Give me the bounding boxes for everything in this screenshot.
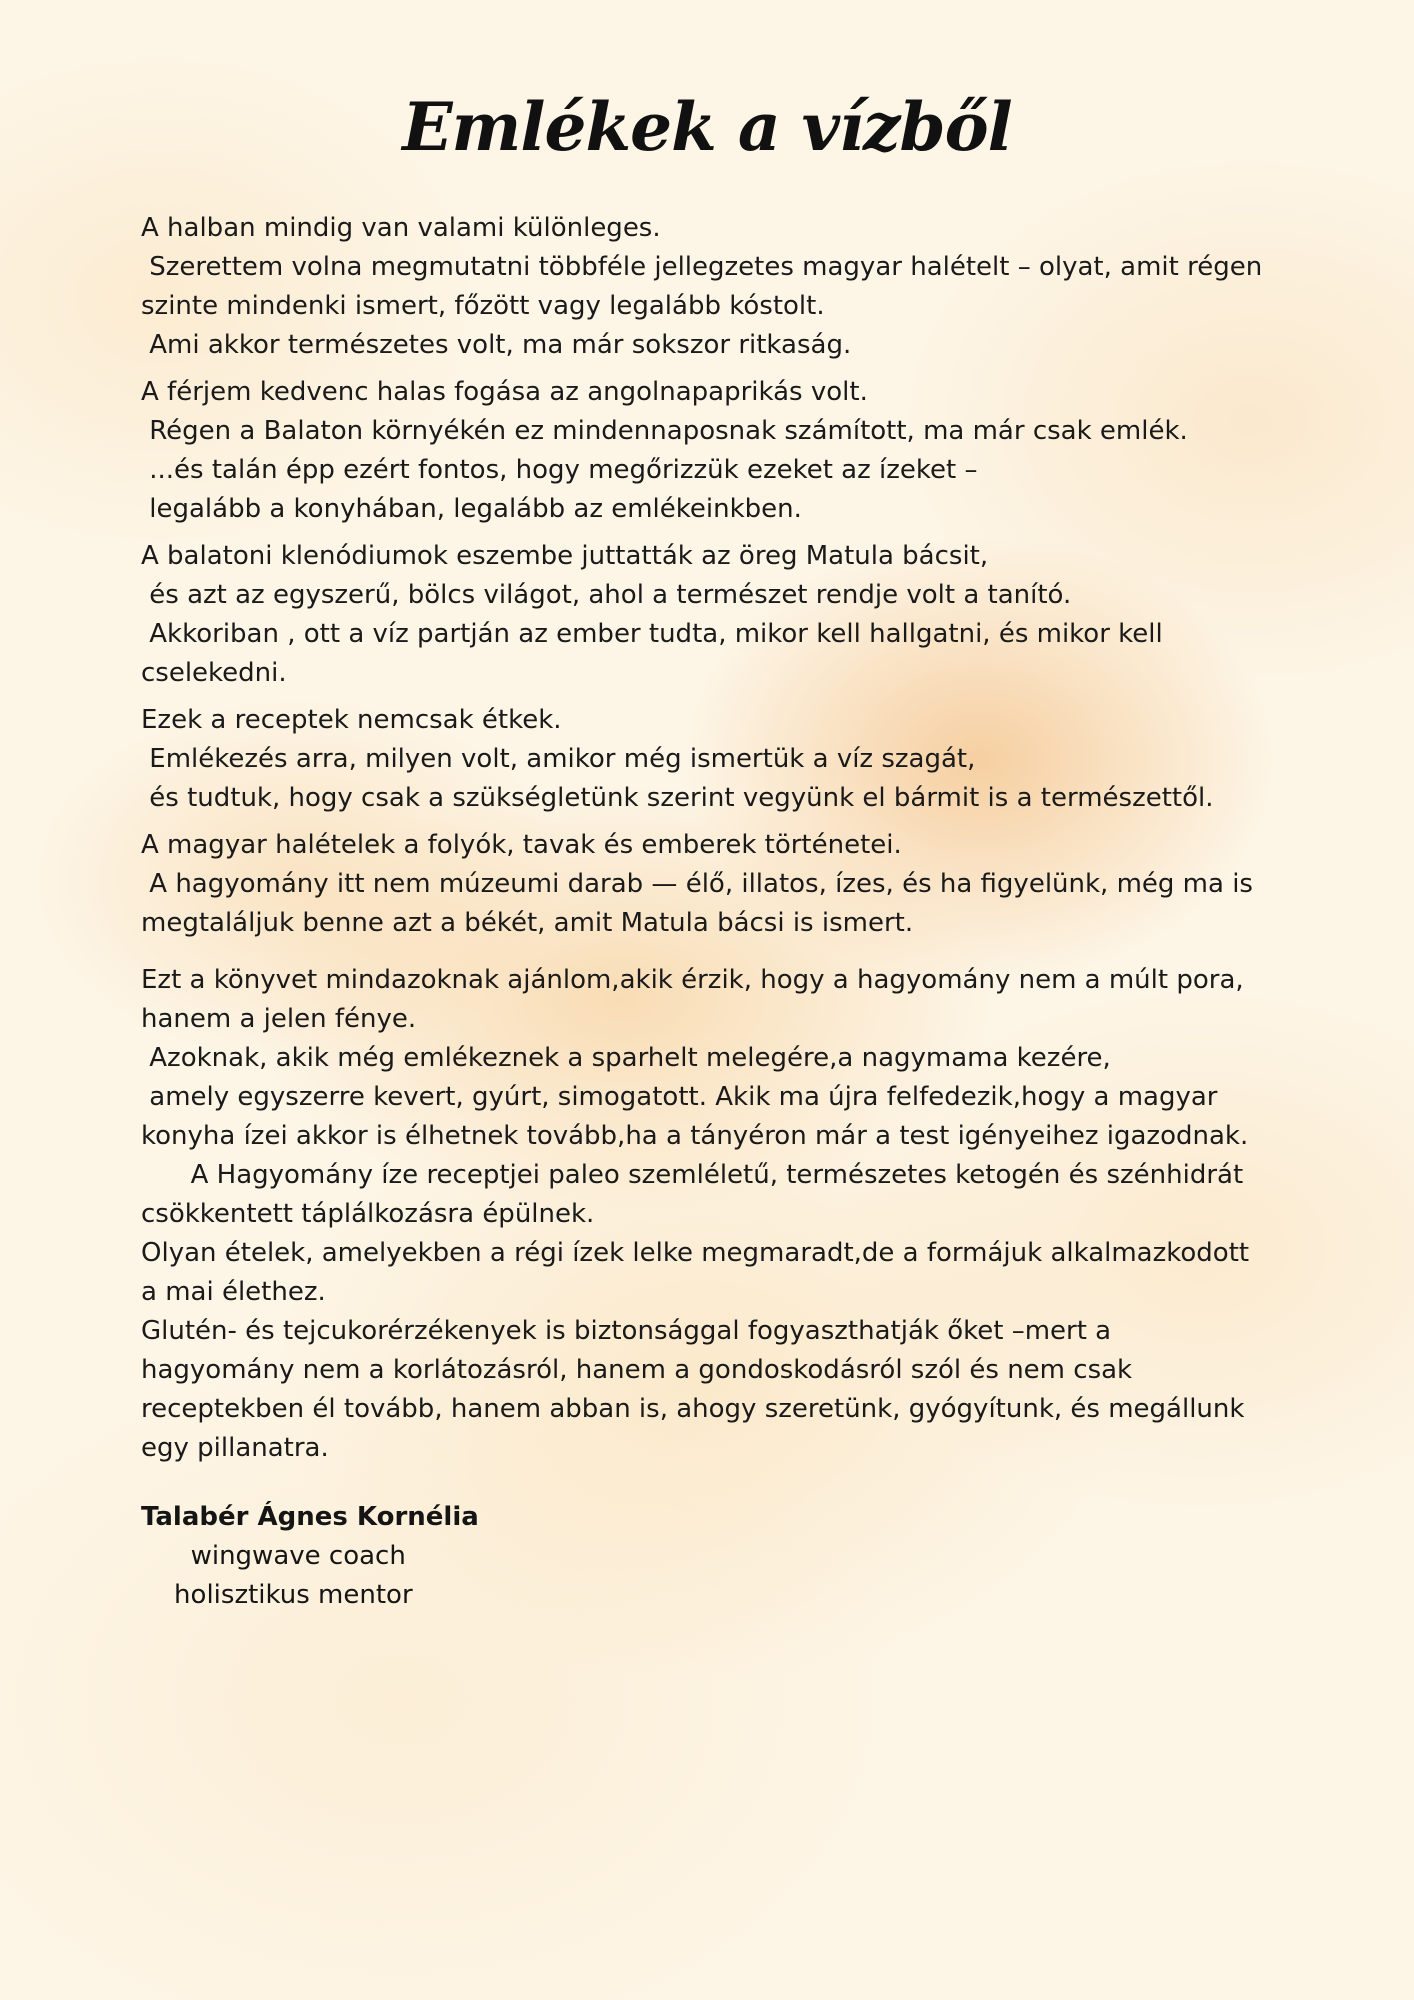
text-line: A balatoni klenódiumok eszembe juttatták az öreg Matula bácsit,	[141, 541, 989, 571]
text-line: amely egyszerre kevert, gyúrt, simogatott. Akik ma újra felfedezik,hogy a magyar	[141, 1082, 1218, 1112]
text-line: A magyar halételek a folyók, tavak és emberek történetei.	[141, 830, 902, 860]
text-line: A hagyomány itt nem múzeumi darab — élő, illatos, ízes, és ha figyelünk, még ma is	[141, 869, 1253, 899]
text-line: Glutén- és tejcukorérzékenyek is biztonsággal fogyaszthatják őket –mert a	[141, 1316, 1112, 1346]
body-text	[141, 209, 1291, 1615]
text-line: Régen a Balaton környékén ez mindennaposnak számított, ma már csak emlék.	[141, 416, 1188, 446]
text-line: és azt az egyszerű, bölcs világot, ahol a természet rendje volt a tanító.	[141, 580, 1072, 610]
paragraph-4	[141, 701, 1291, 818]
text-line: hagyomány nem a korlátozásról, hanem a gondoskodásról szól és nem csak	[141, 1355, 1133, 1385]
page-title: Emlékek a vízből	[402, 88, 1012, 166]
paragraph-3	[141, 537, 1291, 693]
text-line: hanem a jelen fénye.	[141, 1004, 417, 1034]
text-line: Szerettem volna megmutatni többféle jellegzetes magyar halételt – olyat, amit régen	[141, 252, 1263, 282]
text-line: ...és talán épp ezért fontos, hogy megőrizzük ezeket az ízeket –	[141, 455, 978, 485]
text-line: A halban mindig van valami különleges.	[141, 213, 661, 243]
text-line: és tudtuk, hogy csak a szükségletünk szerint vegyünk el bármit is a természettől.	[141, 783, 1214, 813]
text-line: A Hagyomány íze receptjei paleo szemléletű, természetes ketogén és szénhidrát	[141, 1160, 1244, 1190]
text-line: legalább a konyhában, legalább az emlékeinkben.	[141, 494, 802, 524]
text-line: konyha ízei akkor is élhetnek tovább,ha a tányéron már a test igényeihez igazodnak.	[141, 1121, 1249, 1151]
text-line: Azoknak, akik még emlékeznek a sparhelt melegére,a nagymama kezére,	[141, 1043, 1111, 1073]
signature-block	[141, 1498, 1291, 1615]
author-role: wingwave coach	[141, 1541, 406, 1571]
paragraph-6	[141, 961, 1291, 1468]
text-line: Olyan ételek, amelyekben a régi ízek lelke megmaradt,de a formájuk alkalmazkodott	[141, 1238, 1250, 1268]
text-line: cselekedni.	[141, 658, 287, 688]
paragraph-2	[141, 373, 1291, 529]
text-line: receptekben él tovább, hanem abban is, ahogy szeretünk, gyógyítunk, és megállunk	[141, 1394, 1245, 1424]
paragraph-1	[141, 209, 1291, 365]
text-line: a mai élethez.	[141, 1277, 326, 1307]
text-line: egy pillanatra.	[141, 1433, 329, 1463]
text-line: Ezek a receptek nemcsak étkek.	[141, 705, 562, 735]
text-line: Ezt a könyvet mindazoknak ajánlom,akik érzik, hogy a hagyomány nem a múlt pora,	[141, 965, 1244, 995]
text-line: Akkoriban , ott a víz partján az ember tudta, mikor kell hallgatni, és mikor kell	[141, 619, 1163, 649]
text-line: szinte mindenki ismert, főzött vagy legalább kóstolt.	[141, 291, 825, 321]
author-name: Talabér Ágnes Kornélia	[141, 1502, 479, 1532]
text-line: Ami akkor természetes volt, ma már sokszor ritkaság.	[141, 330, 852, 360]
paragraph-5	[141, 826, 1291, 943]
text-line: A férjem kedvenc halas fogása az angolnapaprikás volt.	[141, 377, 868, 407]
text-line: megtaláljuk benne azt a békét, amit Matula bácsi is ismert.	[141, 908, 914, 938]
text-line: Emlékezés arra, milyen volt, amikor még ismertük a víz szagát,	[141, 744, 976, 774]
text-line: csökkentett táplálkozásra épülnek.	[141, 1199, 595, 1229]
author-role: holisztikus mentor	[141, 1580, 413, 1610]
